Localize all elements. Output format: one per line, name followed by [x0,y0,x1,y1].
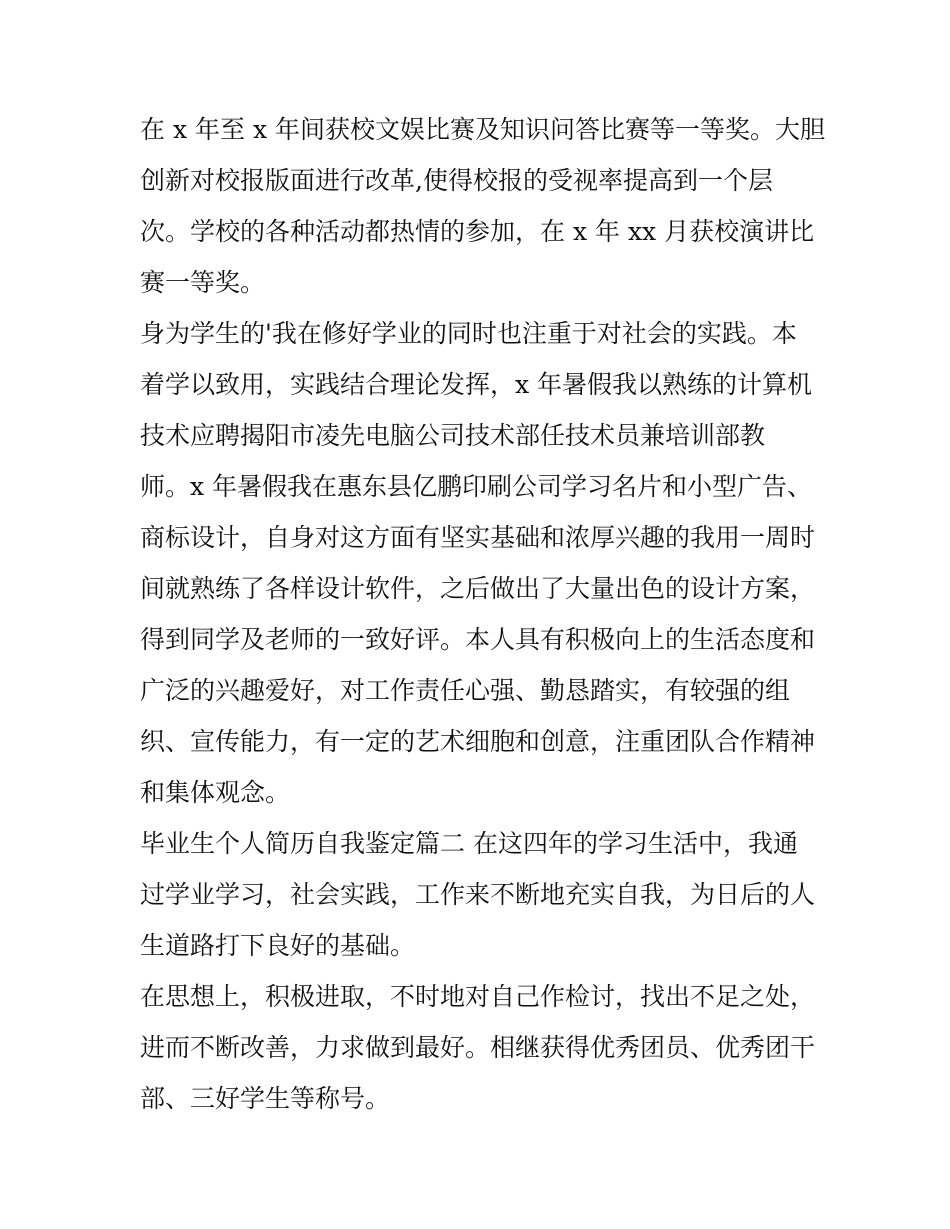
paragraph-section-two-intro [140,818,820,971]
text-line: 过学业学习，社会实践，工作来不断地充实自我，为日后的人 [140,880,816,909]
document-body [140,104,825,1124]
text-line: 和集体观念。 [140,778,291,807]
paragraph-awards [140,104,825,308]
text-line: 创新对校报版面进行改革,使得校报的受视率提高到一个层 [140,166,773,195]
paragraph-ideology [140,971,820,1124]
text-line: 得到同学及老师的一致好评。本人具有积极向上的生活态度和 [140,625,816,654]
text-line: 广泛的兴趣爱好，对工作责任心强、勤恳踏实，有较强的组 [140,676,791,705]
paragraph-practice [140,308,820,818]
text-line: 身为学生的'我在修好学业的同时也注重于对社会的实践。本 [140,319,797,348]
text-line: 织、宣传能力，有一定的艺术细胞和创意，注重团队合作精神 [140,727,816,756]
text-line: 技术应聘揭阳市凌先电脑公司技术部任技术员兼培训部教 [140,421,766,450]
text-line: 在 x 年至 x 年间获校文娱比赛及知识问答比赛等一等奖。大胆 [140,115,825,144]
text-line: 师。x 年暑假我在惠东县亿鹏印刷公司学习名片和小型广告、 [140,472,813,501]
text-line: 在思想上，积极进取，不时地对自己作检讨，找出不足之处， [140,982,816,1011]
text-line: 进而不断改善，力求做到最好。相继获得优秀团员、优秀团干 [140,1033,816,1062]
text-line: 间就熟练了各样设计软件，之后做出了大量出色的设计方案， [140,574,816,603]
text-line: 次。学校的各种活动都热情的参加，在 x 年 xx 月获校演讲比 [140,217,815,246]
text-line: 生道路打下良好的基础。 [140,931,416,960]
text-line: 着学以致用，实践结合理论发挥，x 年暑假我以熟练的计算机 [140,370,813,399]
text-line: 部、三好学生等称号。 [140,1084,391,1113]
text-line: 毕业生个人简历自我鉴定篇二 在这四年的学习生活中，我通 [140,829,798,858]
text-line: 商标设计，自身对这方面有坚实基础和浓厚兴趣的我用一周时 [140,523,816,552]
text-line: 赛一等奖。 [140,268,266,297]
